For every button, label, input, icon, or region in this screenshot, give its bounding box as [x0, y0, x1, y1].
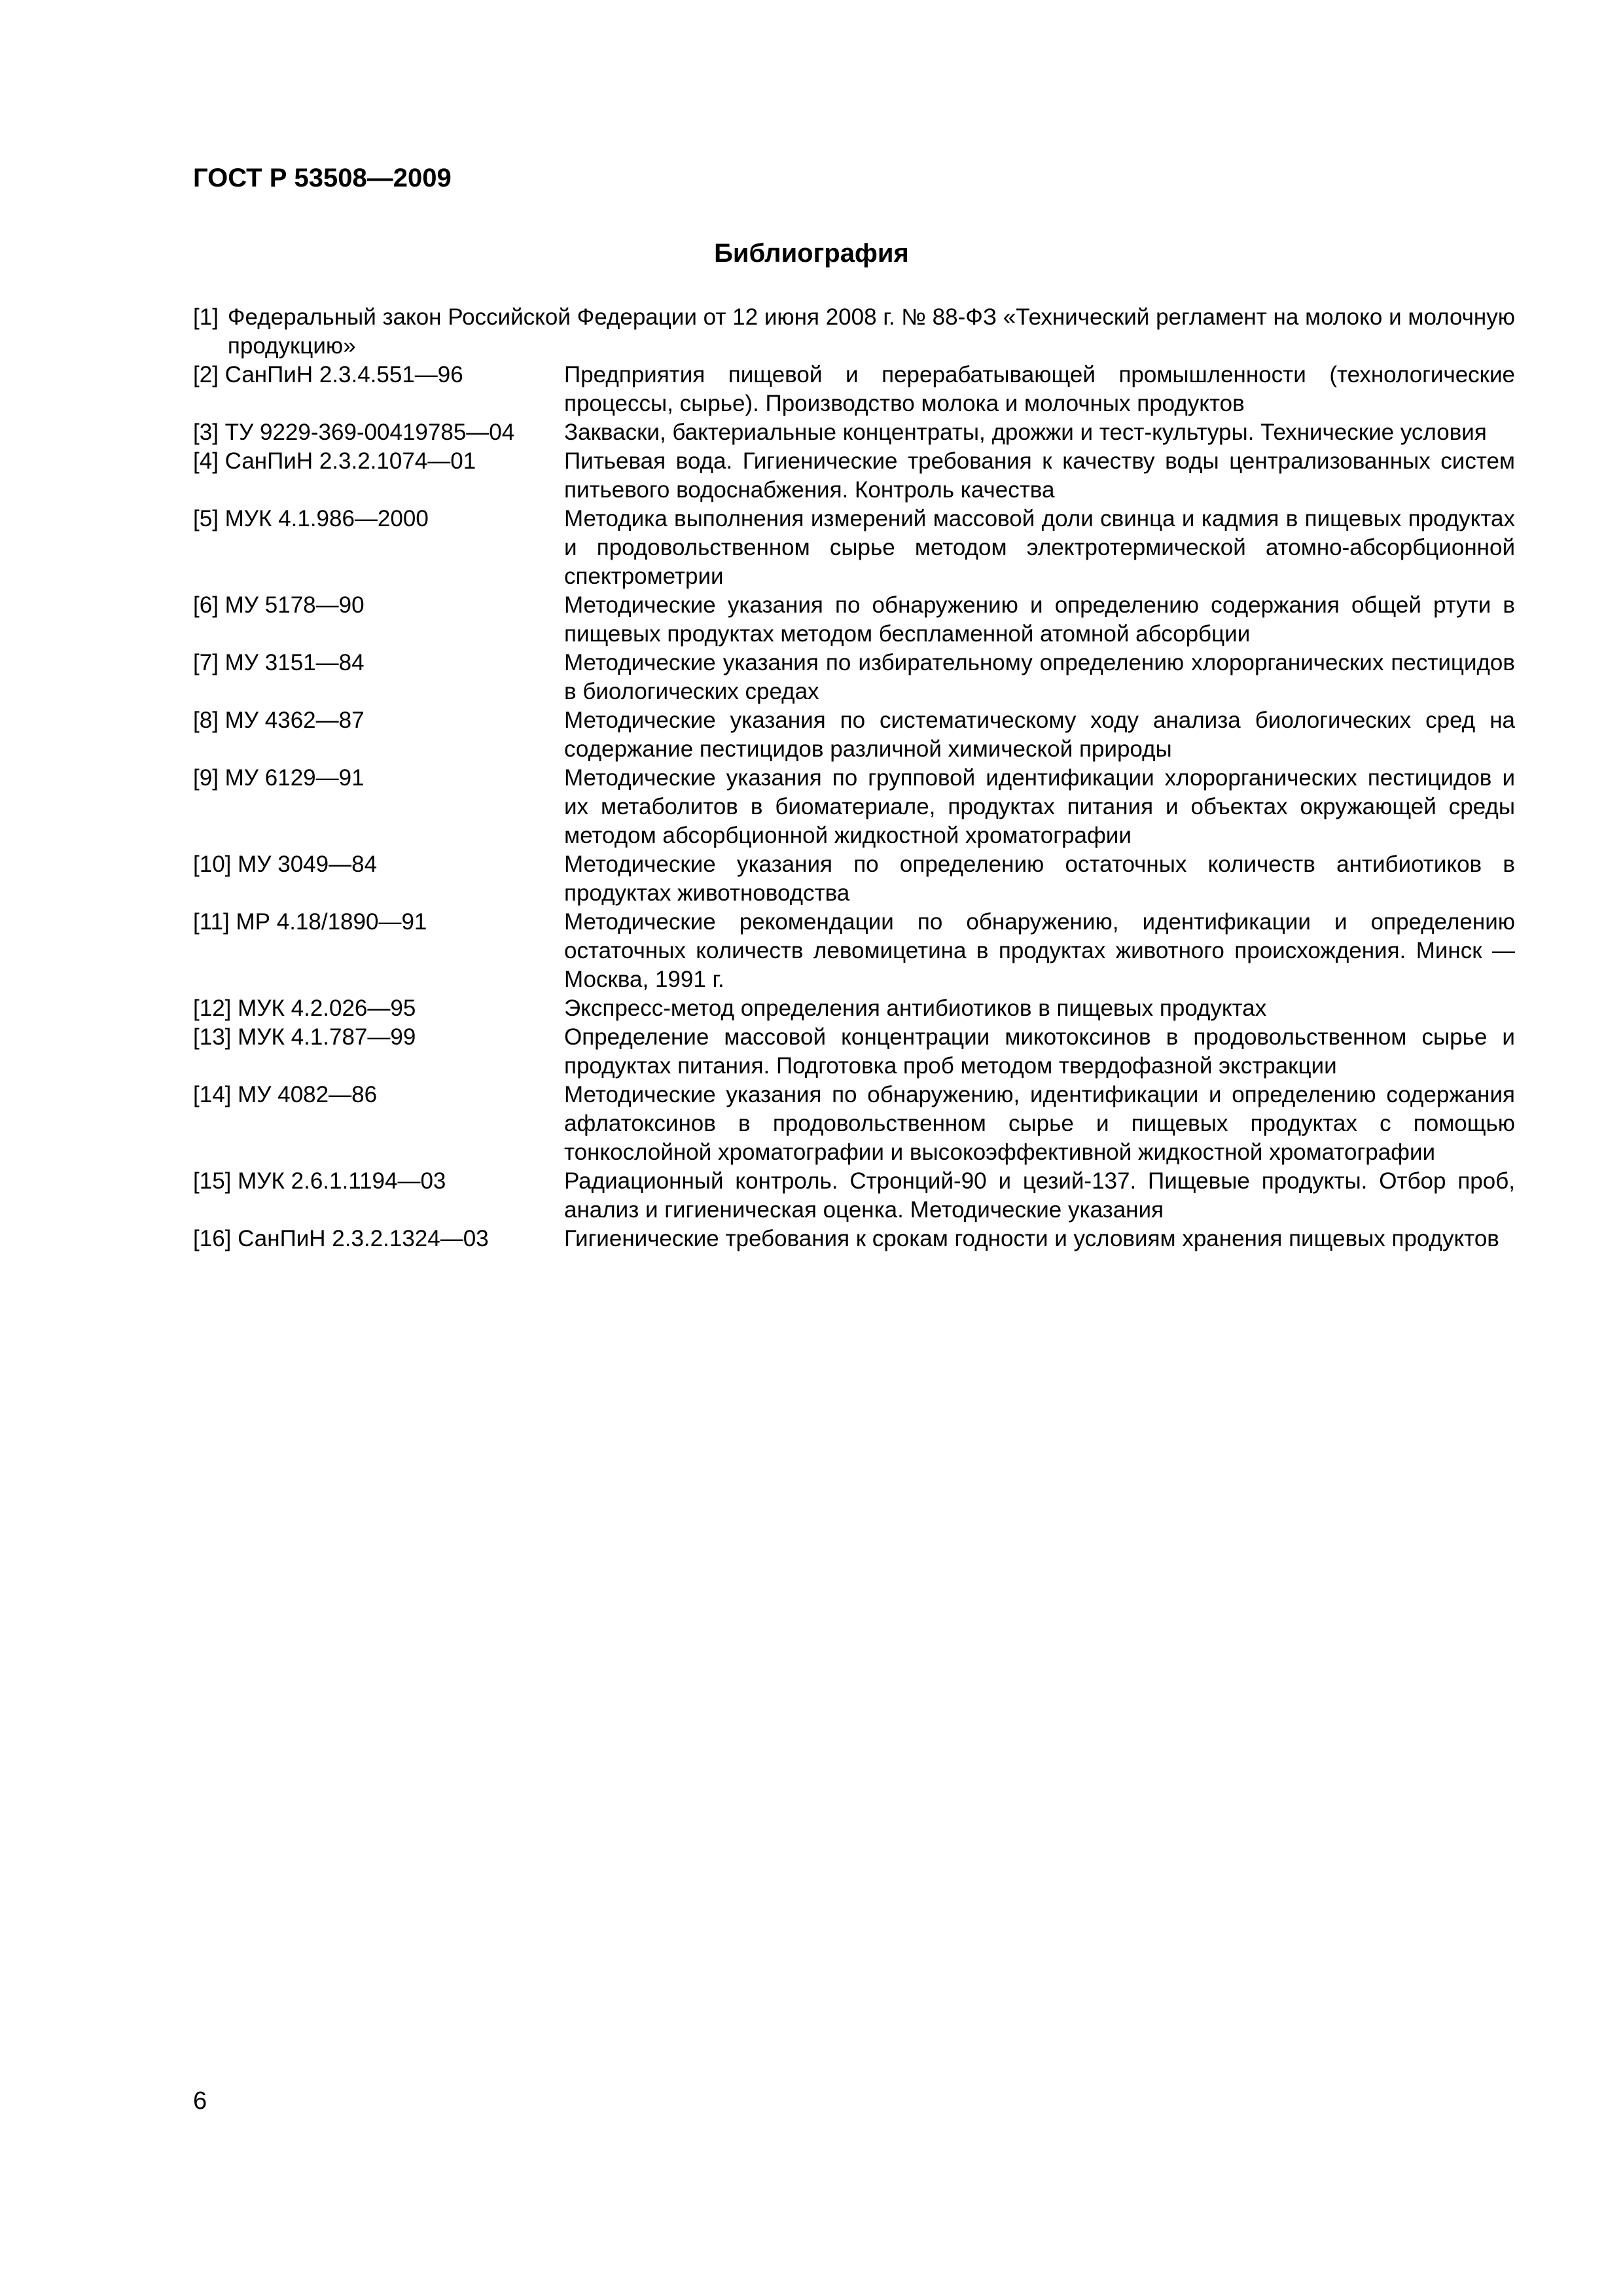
entry-reference: [193, 1023, 564, 1081]
entry-description: Питьевая вода. Гигиенические требования к качеству воды централизованных систем питьевого водоснабжения. Контроль качества: [564, 448, 1515, 503]
entry-code: МУ 4082—86: [238, 1082, 378, 1107]
entry-code: СанПиН 2.3.2.1324—03: [238, 1226, 489, 1251]
entry-description: Методика выполнения измерений массовой доли свинца и кадмия в пищевых продуктах и продовольственном сырье методом электротермической атомно-абсорбционной спектрометрии: [564, 506, 1515, 589]
bibliography-entry: [193, 706, 1515, 764]
bibliography-entry: [193, 1023, 1515, 1081]
entry-description: Методические указания по систематическому ходу анализа биологических сред на содержание пестицидов различной химической природы: [564, 708, 1515, 762]
entry-number: [16]: [193, 1226, 232, 1251]
entry-description: Методические указания по обнаружению и определению содержания общей ртути в пищевых продуктах методом беспламенной атомной абсорбции: [564, 592, 1515, 647]
entry-reference: [193, 706, 564, 764]
entry-number: [9]: [193, 765, 219, 791]
entry-code: МУК 4.1.986—2000: [224, 506, 429, 531]
bibliography-entry: [193, 418, 1515, 447]
entry-description: Предприятия пищевой и перерабатывающей промышленности (технологические процессы, сырье). Производство молока и молочных продуктов: [564, 362, 1515, 416]
entry-number: [4]: [193, 448, 219, 474]
entry-code: СанПиН 2.3.4.551—96: [224, 362, 463, 387]
bibliography-entry: [193, 1167, 1515, 1225]
entry-code: МУ 3049—84: [238, 852, 378, 877]
entry-description: Методические указания по групповой идентификации хлорорганических пестицидов и их метаболитов в биоматериале, продуктах питания и объектах окружающей среды методом абсорбционной жидкостной хроматографии: [564, 765, 1515, 848]
entry-number: [2]: [193, 362, 219, 387]
bibliography-entry: [193, 850, 1515, 908]
entry-description: Экспресс-метод определения антибиотиков в пищевых продуктах: [564, 996, 1267, 1021]
entry-number: [12]: [193, 996, 232, 1021]
entry-description: Методические указания по избирательному определению хлорорганических пестицидов в биологических средах: [564, 650, 1515, 704]
entry-reference: [193, 418, 564, 447]
bibliography-list: [193, 303, 1515, 1253]
entry-reference: [193, 1167, 564, 1225]
bibliography-entry: [193, 303, 1515, 361]
entry-code: МУ 5178—90: [224, 592, 365, 618]
entry-code: МУК 4.1.787—99: [238, 1024, 416, 1050]
entry-description: Радиационный контроль. Стронций-90 и цезий-137. Пищевые продукты. Отбор проб, анализ и гигиеническая оценка. Методические указания: [564, 1168, 1515, 1223]
entry-reference: [193, 591, 564, 649]
entry-reference: [193, 649, 564, 706]
entry-number: [15]: [193, 1168, 232, 1194]
entry-number: [10]: [193, 852, 232, 877]
bibliography-title: Библиография: [714, 239, 909, 268]
entry-description: Методические указания по обнаружению, идентификации и определению содержания афлатоксинов в продовольственном сырье и пищевых продуктах с помощью тонкослойной хроматографии и высокоэффективной жидкостной хроматографии: [564, 1082, 1515, 1165]
entry-description: Методические указания по определению остаточных количеств антибиотиков в продуктах животноводства: [564, 852, 1515, 906]
bibliography-entry: [193, 908, 1515, 994]
entry-number: [6]: [193, 592, 219, 618]
bibliography-entry: [193, 764, 1515, 850]
entry-reference: [193, 505, 564, 591]
entry-number: [5]: [193, 506, 219, 531]
entry-code: СанПиН 2.3.2.1074—01: [224, 448, 476, 474]
standard-code-header: ГОСТ Р 53508—2009: [193, 164, 452, 192]
entry-reference: [193, 908, 564, 994]
page-number: 6: [193, 2087, 207, 2115]
entry-reference: [193, 1081, 564, 1167]
bibliography-entry: [193, 447, 1515, 505]
bibliography-entry: [193, 505, 1515, 591]
bibliography-entry: [193, 591, 1515, 649]
entry-reference: [193, 1225, 564, 1253]
bibliography-entry: [193, 361, 1515, 418]
entry-number: [13]: [193, 1024, 232, 1050]
entry-number: [8]: [193, 708, 219, 733]
entry-number: [7]: [193, 650, 219, 675]
entry-code: МУ 4362—87: [224, 708, 365, 733]
entry-reference: [193, 850, 564, 908]
entry-code: МР 4.18/1890—91: [236, 909, 427, 935]
entry-code: ТУ 9229-369-00419785—04: [224, 420, 515, 445]
entry-description: Гигиенические требования к срокам годности и условиям хранения пищевых продуктов: [564, 1226, 1499, 1251]
entry-number: [14]: [193, 1082, 232, 1107]
entry-number: [3]: [193, 420, 219, 445]
entry-code: МУК 4.2.026—95: [238, 996, 416, 1021]
bibliography-entry: [193, 649, 1515, 706]
entry-code: МУ 6129—91: [224, 765, 365, 791]
entry-reference: [193, 764, 564, 850]
entry-code: МУК 2.6.1.1194—03: [238, 1168, 446, 1194]
bibliography-entry: [193, 1225, 1515, 1253]
entry-reference: [193, 361, 564, 418]
bibliography-entry: [193, 1081, 1515, 1167]
entry-reference: [193, 994, 564, 1023]
bibliography-entry: [193, 994, 1515, 1023]
entry-number: [11]: [193, 909, 230, 935]
entry-description: Определение массовой концентрации микотоксинов в продовольственном сырье и продуктах питания. Подготовка проб методом твердофазной экстракции: [564, 1024, 1515, 1079]
entry-description: Методические рекомендации по обнаружению, идентификации и определению остаточных количеств левомицетина в продуктах животного происхождения. Минск — Москва, 1991 г.: [564, 909, 1515, 992]
entry-reference: [193, 447, 564, 505]
entry-description: Закваски, бактериальные концентраты, дрожжи и тест-культуры. Технические условия: [564, 420, 1487, 445]
entry-description: Федеральный закон Российской Федерации от 12 июня 2008 г. № 88-ФЗ «Технический регламент на молоко и молочную продукцию»: [227, 304, 1515, 359]
entry-code: МУ 3151—84: [224, 650, 365, 675]
entry-number: [1]: [193, 304, 219, 330]
